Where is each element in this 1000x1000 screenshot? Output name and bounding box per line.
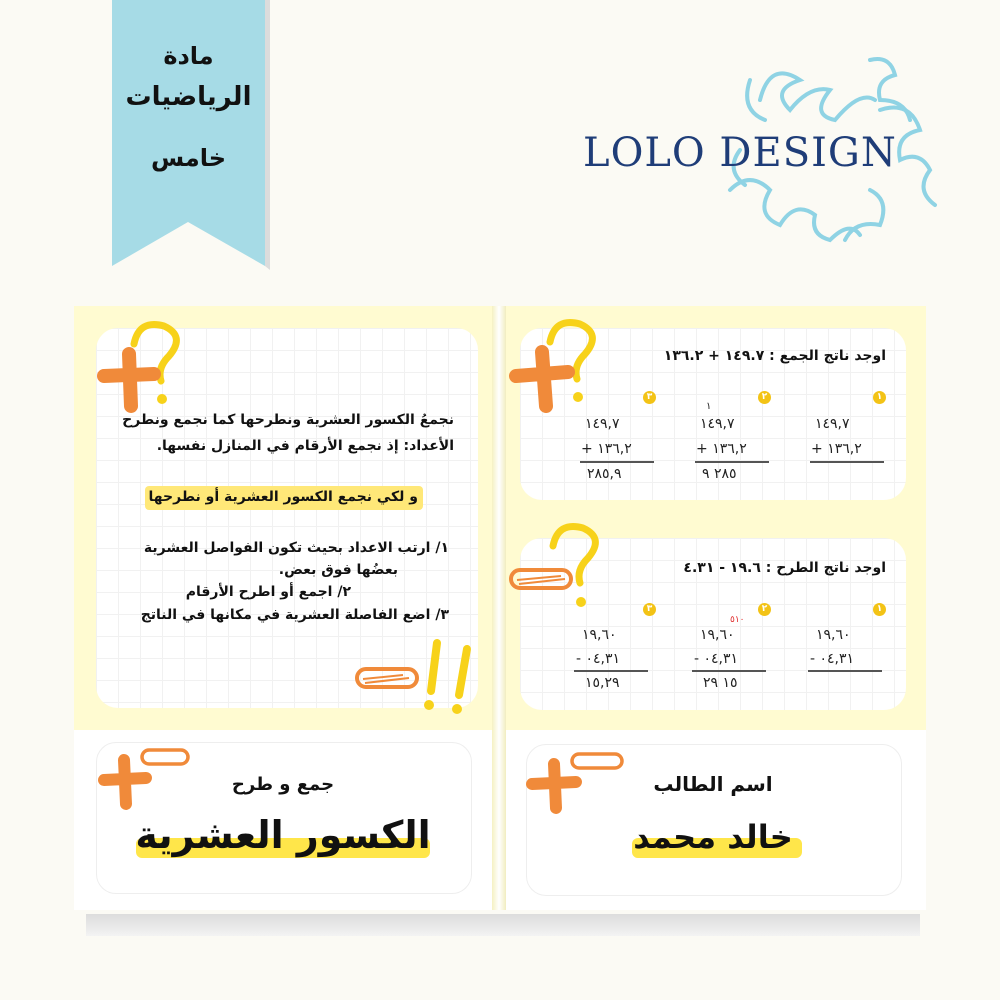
- student-name-label: اسم الطالب: [653, 772, 773, 796]
- step-1-line-2: بعضُها فوق بعض.: [278, 562, 398, 578]
- addition-top-number: ١٤٩,٧: [815, 416, 850, 432]
- subtraction-top-number: ١٩,٦٠: [816, 627, 851, 643]
- addition-bottom-number: ١٣٦,٢ +: [811, 441, 862, 457]
- addition-result: ٢٨٥ ٩: [702, 466, 737, 482]
- addition-top-number: ١٤٩,٧: [585, 416, 620, 432]
- step-badge: ٢: [758, 603, 771, 616]
- subtraction-result: ١٥,٢٩: [585, 675, 620, 691]
- addition-top-number: ١٤٩,٧: [700, 416, 735, 432]
- step-badge: ٣: [643, 603, 656, 616]
- subtraction-top-number: ١٩,٦٠: [700, 627, 735, 643]
- difference-line: [808, 670, 882, 672]
- question-plus-icon: [94, 316, 194, 416]
- addition-bottom-number: ١٣٦,٢ +: [696, 441, 747, 457]
- step-2: ٢/ اجمع أو اطرح الأرقام: [185, 584, 351, 600]
- exclamation-icon: [355, 635, 490, 715]
- ribbon-subject-label: مادة: [163, 42, 214, 70]
- step-1-line-1: ١/ ارتب الاعداد بحيث تكون الفواصل العشرية: [143, 540, 449, 556]
- ribbon-grade: خامس: [150, 144, 227, 172]
- step-badge: ١: [873, 391, 886, 404]
- difference-line: [574, 670, 648, 672]
- intro-line-1: نجمعُ الكسور العشرية ونطرحها كما نجمع ونطرح: [122, 412, 454, 428]
- subtraction-top-number: ١٩,٦٠: [582, 627, 617, 643]
- logo-text: LOLO DESIGN: [583, 130, 897, 176]
- subtraction-bottom-number: ٠٤,٣١ -: [810, 651, 855, 667]
- sum-line: [695, 461, 769, 463]
- subtraction-title: اوجد ناتج الطرح : ١٩.٦ - ٤.٣١: [683, 560, 886, 576]
- booklet-shadow: [86, 914, 920, 936]
- sum-line: [580, 461, 654, 463]
- difference-line: [692, 670, 766, 672]
- step-3: ٣/ اضع الفاصلة العشرية في مكانها في الناتج: [140, 607, 449, 623]
- addition-result: ٢٨٥,٩: [587, 466, 622, 482]
- topic-title: الكسور العشرية: [135, 813, 431, 857]
- sum-line: [810, 461, 884, 463]
- addition-title: اوجد ناتج الجمع : ١٤٩.٧ + ١٣٦.٢: [663, 348, 886, 364]
- booklet-spine: [492, 306, 506, 910]
- step-badge: ١: [873, 603, 886, 616]
- ribbon-banner: [112, 0, 265, 266]
- ribbon-subject: الرياضيات: [125, 82, 252, 112]
- subtraction-result: ١٥ ٢٩: [703, 675, 738, 691]
- question-plus-icon: [508, 314, 608, 414]
- intro-line-2: الأعداد: إذ نجمع الأرقام في المنازل نفسها.: [156, 438, 454, 454]
- student-name: خالد محمد: [633, 818, 793, 856]
- topic-subtitle: جمع و طرح: [231, 774, 335, 795]
- step-badge: ٣: [643, 391, 656, 404]
- subtraction-bottom-number: ٠٤,٣١ -: [576, 651, 621, 667]
- addition-bottom-number: ١٣٦,٢ +: [581, 441, 632, 457]
- subtraction-bottom-number: ٠٤,٣١ -: [694, 651, 739, 667]
- question-minus-icon: [505, 518, 615, 618]
- highlight-text: و لكي نجمع الكسور العشرية أو نطرحها: [148, 489, 418, 505]
- step-badge: ٢: [758, 391, 771, 404]
- carry-mark: ١: [706, 401, 712, 412]
- borrow-mark: ٥١٠: [730, 615, 745, 625]
